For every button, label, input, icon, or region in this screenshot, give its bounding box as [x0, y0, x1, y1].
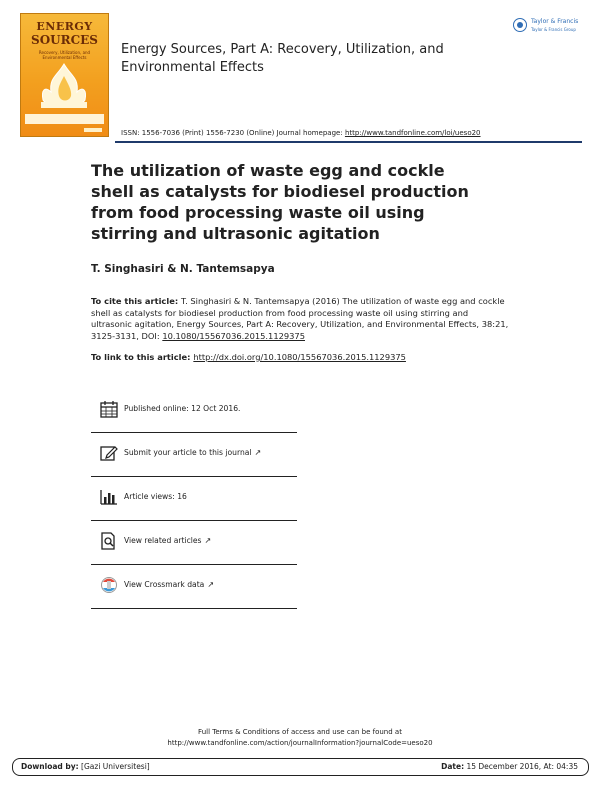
external-link-icon: ↗ — [204, 536, 212, 545]
doi-link[interactable]: 10.1080/15567036.2015.1129375 — [162, 330, 305, 341]
cover-title-line1: ENERGY — [36, 20, 93, 33]
article-views-text: Article views: 16 — [124, 492, 187, 501]
download-date — [441, 762, 578, 771]
cover-title-line2: SOURCES — [31, 33, 98, 47]
published-online-row — [91, 389, 297, 432]
date-value: 15 December 2016, At: 04:35 — [464, 762, 578, 771]
issn-text: ISSN: 1556-7036 (Print) 1556-7230 (Online) Journal homepage: — [121, 129, 345, 137]
external-link-icon: ↗ — [254, 448, 262, 457]
publisher-logo[interactable] — [513, 16, 589, 38]
citation-label: To cite this article: — [91, 296, 182, 306]
flame-illustration — [35, 62, 93, 110]
article-views-row — [91, 476, 297, 520]
submit-article-row[interactable] — [91, 432, 297, 476]
cover-volume-band — [25, 114, 104, 124]
document-search-icon — [100, 532, 118, 550]
authors[interactable]: T. Singhasiri & N. Tantemsapya — [91, 263, 275, 275]
cover-publisher-mark — [84, 128, 102, 132]
related-articles-label: View related articles — [124, 536, 202, 545]
article-info-box — [91, 389, 297, 609]
publisher-group: Taylor & Francis Group — [531, 27, 576, 32]
edit-icon — [100, 444, 118, 462]
submit-article-label: Submit your article to this journal — [124, 448, 252, 457]
crossmark-icon — [100, 576, 118, 594]
journal-title[interactable]: Energy Sources, Part A: Recovery, Utilization, and Environmental Effects — [121, 42, 444, 75]
date-label: Date: — [441, 762, 465, 771]
article-url-link[interactable]: http://dx.doi.org/10.1080/15567036.2015.1129375 — [193, 352, 406, 362]
submit-article-link[interactable] — [124, 448, 261, 457]
terms-footer — [0, 727, 600, 749]
download-info-bar — [12, 758, 589, 776]
download-value: [Gazi Universitesi] — [78, 762, 150, 771]
calendar-icon — [100, 400, 118, 418]
link-label: To link to this article: — [91, 352, 194, 362]
terms-url[interactable]: http://www.tandfonline.com/action/journalInformation?journalCode=ueso20 — [167, 739, 433, 747]
related-articles-link[interactable] — [124, 536, 211, 545]
related-articles-row[interactable] — [91, 520, 297, 564]
citation — [91, 296, 511, 342]
downloaded-by — [21, 762, 150, 771]
article-title: The utilization of waste egg and cockle shell as catalysts for biodiesel production from food processing waste oil using stirring and ultrasonic agitation — [91, 161, 469, 243]
taylor-francis-logo-icon — [513, 18, 527, 32]
download-label: Download by: — [21, 762, 79, 771]
journal-cover-image — [20, 13, 109, 137]
terms-line: Full Terms & Conditions of access and use can be found at — [198, 728, 402, 736]
cover-subtitle: Recovery, Utilization, and Environmental Effects — [38, 50, 91, 60]
crossmark-link[interactable] — [124, 580, 214, 589]
journal-homepage-link[interactable]: http://www.tandfonline.com/loi/ueso20 — [344, 129, 481, 137]
citation-text: T. Singhasiri & N. Tantemsapya (2016) The utilization of waste egg and cockle shell as catalysts for biodiesel production from food processing waste oil using stirring and ultrasonic agitation, Energy Sources, Part A: Recovery, Utilization, and Environmental Effects, 38:21, 3125-3131, DOI: — [91, 296, 509, 341]
published-online-text: Published online: 12 Oct 2016. — [124, 404, 241, 413]
issn-line — [121, 129, 481, 137]
bar-chart-icon — [100, 488, 118, 506]
crossmark-label: View Crossmark data — [124, 580, 205, 589]
article-link-line — [91, 352, 406, 362]
publisher-name: Taylor & Francis — [531, 18, 579, 25]
external-link-icon: ↗ — [207, 580, 215, 589]
header-rule — [115, 141, 582, 143]
crossmark-row[interactable] — [91, 564, 297, 609]
